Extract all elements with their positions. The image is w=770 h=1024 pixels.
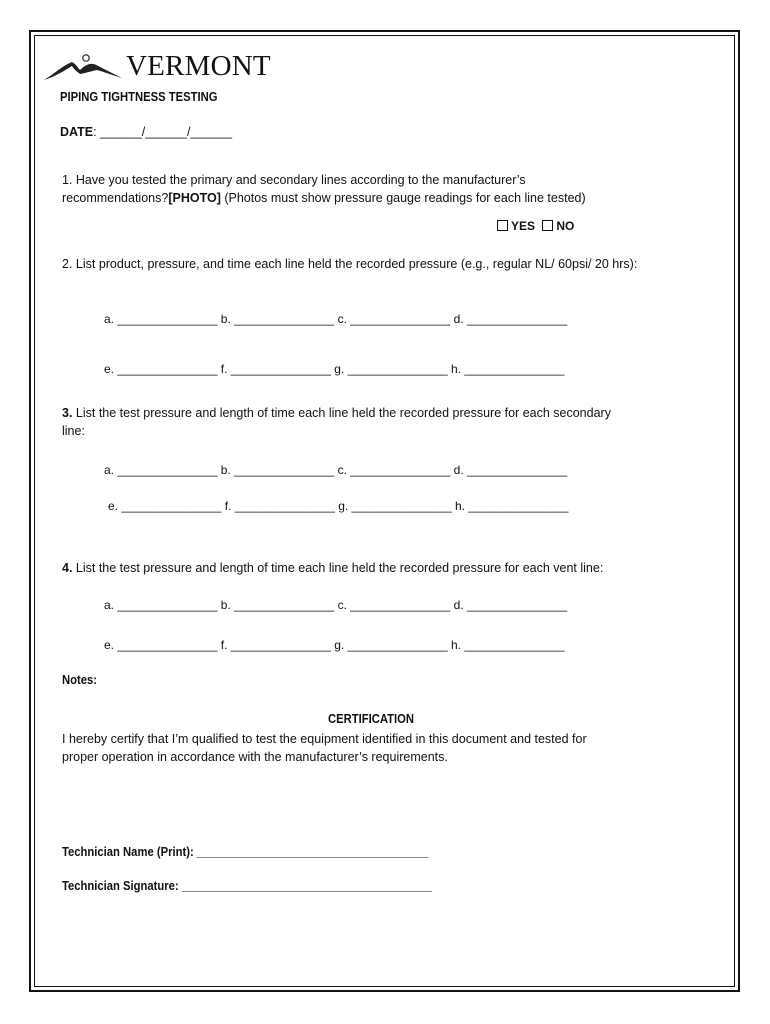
q3-number: 3. [62,406,73,420]
notes-label: Notes: [62,673,98,687]
q4-number: 4. [62,561,73,575]
certification-text-line2: proper operation in accordance with the manufacturer’s requirements. [62,750,448,764]
q4-row-e-h[interactable]: e. _______________ f. _______________ g. _______________ h. _______________ [104,638,565,652]
q4-text-line [62,561,603,575]
q2-row-a-d[interactable]: a. _______________ b. _______________ c. _______________ d. _______________ [104,312,568,326]
q4-row-a-d[interactable]: a. _______________ b. _______________ c. _______________ d. _______________ [104,598,568,612]
no-label: NO [556,219,575,233]
date-label: DATE [60,125,94,139]
q3-row-a-d[interactable]: a. _______________ b. _______________ c. _______________ d. _______________ [104,463,568,477]
date-line [60,125,232,139]
yes-label: YES [511,219,536,233]
technician-signature-field[interactable]: Technician Signature: ________________________________________ [62,879,433,893]
q1-photo-tag: [PHOTO] [168,191,221,205]
no-checkbox[interactable] [542,220,553,231]
q3-text-line2: line: [62,424,85,438]
form-title: PIPING TIGHTNESS TESTING [60,90,218,104]
q4-text: List the test pressure and length of time each line held the recorded pressure for each vent line: [72,561,604,575]
q2-row-e-h[interactable]: e. _______________ f. _______________ g. _______________ h. _______________ [104,362,565,376]
q3-row-e-h[interactable]: e. _______________ f. _______________ g. _______________ h. _______________ [108,499,569,513]
yes-checkbox[interactable] [497,220,508,231]
date-blanks[interactable]: : ______/______/______ [93,125,233,139]
vermont-mountains-logo [42,52,124,82]
certification-text-line1: I hereby certify that I’m qualified to test the equipment identified in this document and tested for [62,732,587,746]
q1-text-line2 [62,191,586,205]
q1-answer-options [497,219,574,233]
state-name: VERMONT [126,50,271,82]
q1-photo-note: (Photos must show pressure gauge readings for each line tested) [220,191,586,205]
technician-name-field[interactable]: Technician Name (Print): _____________________________________ [62,845,429,859]
q2-text: 2. List product, pressure, and time each line held the recorded pressure (e.g., regular NL/ 60psi/ 20 hrs): [62,257,638,271]
q3-text: List the test pressure and length of time each line held the recorded pressure for each secondary [72,406,611,420]
q1-text-line1: 1. Have you tested the primary and secondary lines according to the manufacturer’s [62,173,526,187]
q3-text-line1 [62,406,611,420]
certification-title: CERTIFICATION [328,712,415,726]
q1-recommendations: recommendations? [62,191,169,205]
